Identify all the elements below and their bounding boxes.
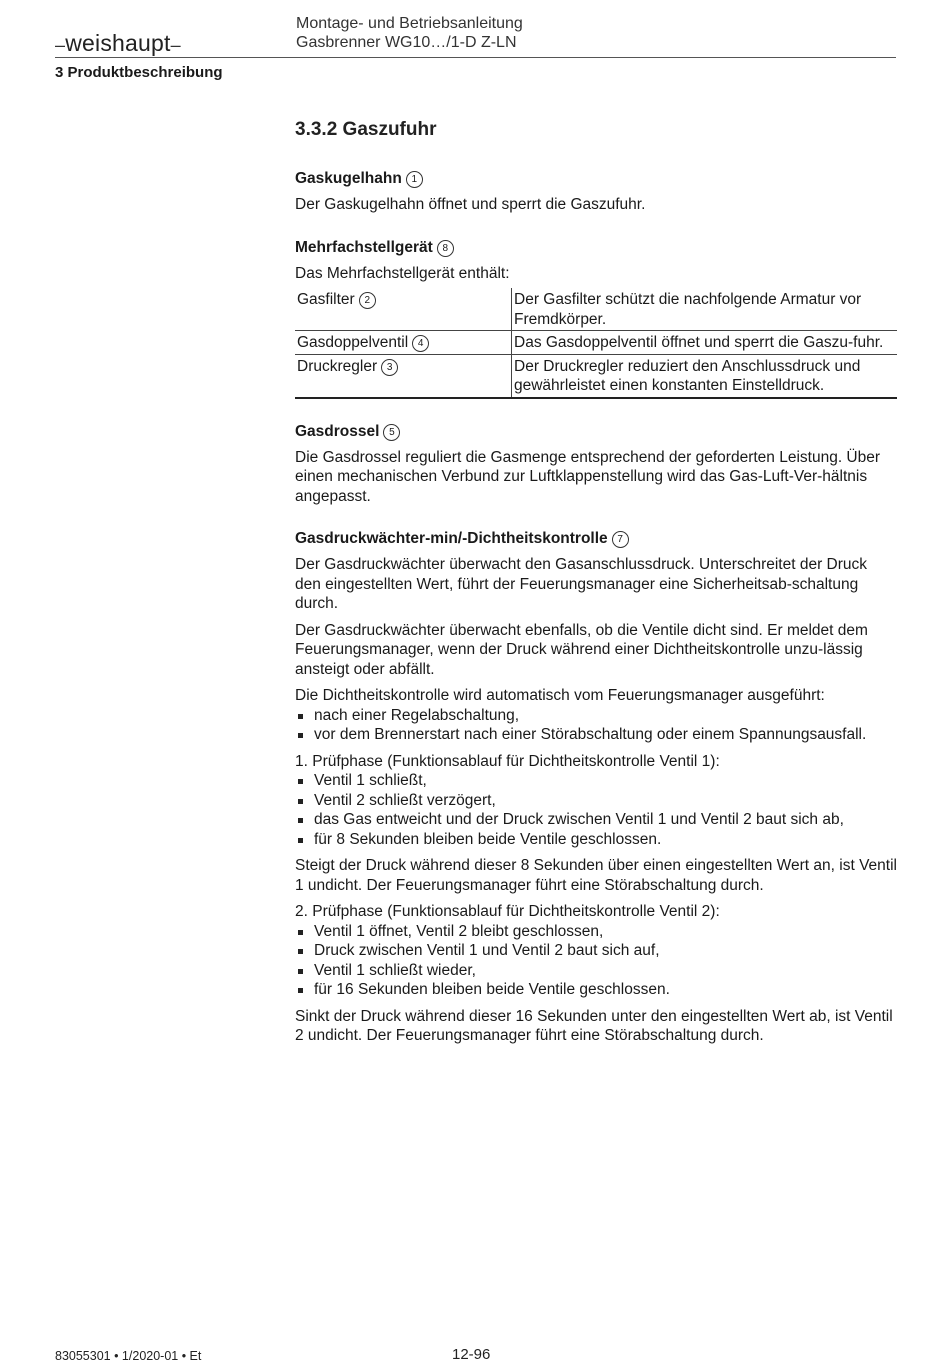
document-subtitle: Gasbrenner WG10…/1-D Z-LN (296, 34, 517, 51)
phase-heading: 1. Prüfphase (Funktionsablauf für Dichtheitskontrolle Ventil 1): (295, 752, 720, 770)
gaskugelhahn-block (295, 169, 897, 215)
page-number: 12-96 (452, 1346, 491, 1363)
list-item: Ventil 1 öffnet, Ventil 2 bleibt geschlossen, (295, 922, 897, 942)
list-item: vor dem Brennerstart nach einer Störabschaltung oder einem Spannungsausfall. (295, 725, 897, 745)
ref-number-badge: 3 (381, 359, 398, 376)
mehrfach-heading-text: Mehrfachstellgerät (295, 238, 433, 256)
table-row (295, 331, 897, 355)
paragraph: Sinkt der Druck während dieser 16 Sekunden unter den eingestellten Wert ab, ist Ventil 2 undicht. Der Feuerungsmanager führt eine Störabschaltung durch. (295, 1007, 893, 1044)
logo-text: weishaupt (65, 30, 171, 56)
list-item: Ventil 1 schließt wieder, (295, 961, 897, 981)
druckwaechter-heading (295, 529, 897, 549)
main-content (295, 118, 897, 1046)
table-cell-name (295, 288, 512, 331)
phase-heading: 2. Prüfphase (Funktionsablauf für Dichtheitskontrolle Ventil 2): (295, 903, 720, 920)
list-item: für 8 Sekunden bleiben beide Ventile geschlossen. (295, 830, 897, 850)
table-cell-name (295, 331, 512, 355)
document-header (296, 14, 523, 52)
ref-number-badge: 1 (406, 171, 423, 188)
weishaupt-logo: –weishaupt– (55, 30, 181, 56)
table-cell-description: Der Gasfilter schützt die nachfolgende Armatur vor Fremdkörper. (514, 291, 862, 328)
paragraph: Steigt der Druck während dieser 8 Sekunden über einen eingestellten Wert an, ist Ventil 1 undicht. Der Feuerungsmanager führt eine Störabschaltung durch. (295, 857, 897, 894)
ref-number-badge: 2 (359, 292, 376, 309)
ref-number-badge: 5 (383, 424, 400, 441)
table-cell-description: Das Gasdoppelventil öffnet und sperrt die Gaszu-fuhr. (514, 334, 884, 351)
section-title: 3.3.2 Gaszufuhr (295, 119, 437, 140)
paragraph: Der Gasdruckwächter überwacht den Gasanschlussdruck. Unterschreitet der Druck den eingestellten Wert, führt der Feuerungsmanager eine Sicherheitsab-schaltung durch. (295, 556, 868, 612)
druckwaechter-block (295, 529, 897, 1046)
component-name: Gasdoppelventil (297, 334, 409, 351)
components-table (295, 288, 897, 399)
list-item: nach einer Regelabschaltung, (295, 706, 897, 726)
document-title: Montage- und Betriebsanleitung (296, 15, 523, 32)
table-cell-description: Der Druckregler reduziert den Anschlussdruck und gewährleistet einen konstanten Einstelldruck. (514, 357, 861, 394)
ref-number-badge: 4 (412, 335, 429, 352)
component-name: Druckregler (297, 357, 378, 375)
chapter-title: 3 Produktbeschreibung (55, 64, 223, 81)
list-item: Ventil 1 schließt, (295, 771, 897, 791)
paragraph: Der Gasdruckwächter überwacht ebenfalls, ob die Ventile dicht sind. Er meldet dem Feuerungsmanager, wenn der Druck während einer Dichtheitskontrolle unzu-lässig ansteigt oder abfällt. (295, 621, 868, 678)
gaskugelhahn-heading (295, 169, 897, 189)
table-row (295, 354, 897, 398)
header-divider (55, 57, 896, 58)
mehrfachstellgeraet-block (295, 238, 897, 399)
document-number: 83055301 • 1/2020-01 • Et (55, 1349, 202, 1363)
gaskugelhahn-heading-text: Gaskugelhahn (295, 170, 402, 187)
gasdrossel-text: Die Gasdrossel reguliert die Gasmenge entsprechend der geforderten Leistung. Über einen mechanischen Verbund zur Luftklappenstellung wird das Gas-Luft-Ver-hältnis angepasst. (295, 448, 881, 505)
gasdrossel-heading (295, 422, 897, 442)
bullet-list (295, 706, 897, 745)
ref-number-badge: 7 (612, 531, 629, 548)
table-cell-name (295, 354, 512, 398)
table-row (295, 288, 897, 331)
bullet-list (295, 922, 897, 1000)
paragraph: Die Dichtheitskontrolle wird automatisch vom Feuerungsmanager ausgeführt: (295, 687, 825, 704)
component-name: Gasfilter (297, 291, 355, 308)
druckwaechter-heading-text: Gasdruckwächter-min/-Dichtheitskontrolle (295, 530, 608, 547)
mehrfach-heading (295, 238, 897, 258)
list-item: für 16 Sekunden bleiben beide Ventile geschlossen. (295, 980, 897, 1000)
list-item: Druck zwischen Ventil 1 und Ventil 2 baut sich auf, (295, 941, 897, 961)
gasdrossel-heading-text: Gasdrossel (295, 422, 380, 440)
gaskugelhahn-text: Der Gaskugelhahn öffnet und sperrt die Gaszufuhr. (295, 196, 646, 213)
gasdrossel-block (295, 422, 897, 507)
ref-number-badge: 8 (437, 240, 454, 257)
list-item: das Gas entweicht und der Druck zwischen Ventil 1 und Ventil 2 baut sich ab, (295, 810, 897, 830)
list-item: Ventil 2 schließt verzögert, (295, 791, 897, 811)
mehrfach-intro: Das Mehrfachstellgerät enthält: (295, 264, 510, 282)
bullet-list (295, 771, 897, 849)
